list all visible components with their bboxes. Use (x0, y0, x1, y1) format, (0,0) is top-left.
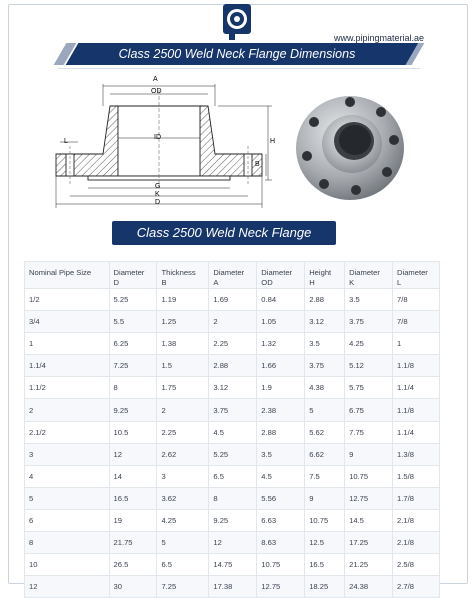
table-cell: 2.88 (305, 289, 345, 311)
table-cell: 4.38 (305, 377, 345, 399)
column-header-symbol: L (397, 278, 402, 287)
drawing-label-l: L (64, 138, 68, 145)
table-cell: 14.5 (345, 509, 393, 531)
table-cell: 1.69 (209, 289, 257, 311)
table-cell: 2.38 (257, 399, 305, 421)
table-cell: 4.5 (257, 465, 305, 487)
column-header (209, 262, 257, 289)
table-row (25, 355, 440, 377)
table-cell: 5.25 (209, 443, 257, 465)
table-cell: 1.66 (257, 355, 305, 377)
column-header (305, 262, 345, 289)
table-cell: 8.63 (257, 532, 305, 554)
drawing-label-h: H (270, 138, 276, 145)
column-header (109, 262, 157, 289)
dimensions-table (24, 261, 440, 598)
table-cell: 5.12 (345, 355, 393, 377)
table-row (25, 576, 440, 598)
table-cell: 6.5 (209, 465, 257, 487)
table-cell: 7/8 (393, 311, 440, 333)
table-row (25, 532, 440, 554)
table-cell: 1.9 (257, 377, 305, 399)
drawing-label-g: G (155, 183, 161, 190)
column-header (393, 262, 440, 289)
column-header-symbol: D (113, 278, 120, 287)
table-cell: 17.38 (209, 576, 257, 598)
table-cell: 5.56 (257, 487, 305, 509)
table-cell: 12.75 (345, 487, 393, 509)
column-header-label: Diameter (213, 268, 245, 277)
table-row (25, 487, 440, 509)
table-cell: 5.5 (109, 311, 157, 333)
table-cell: 16.5 (109, 487, 157, 509)
table-cell: 2.1/8 (393, 532, 440, 554)
table-row (25, 333, 440, 355)
table-cell: 6.75 (345, 399, 393, 421)
table-cell: 10 (25, 554, 110, 576)
table-cell: 1 (393, 333, 440, 355)
table-cell: 21.25 (345, 554, 393, 576)
table-cell: 21.75 (109, 532, 157, 554)
table-cell: 10.75 (257, 554, 305, 576)
table-cell: 5 (25, 487, 110, 509)
table-cell: 4.5 (209, 421, 257, 443)
table-cell: 1.75 (157, 377, 209, 399)
column-header-symbol: OD (261, 278, 273, 287)
table-cell: 9 (305, 487, 345, 509)
column-header-label: Diameter (349, 268, 380, 277)
table-cell: 14 (109, 465, 157, 487)
column-header-symbol: H (309, 278, 315, 287)
table-row (25, 443, 440, 465)
table-row (25, 377, 440, 399)
table-cell: 3.5 (257, 443, 305, 465)
table-cell: 1.5 (157, 355, 209, 377)
table-cell: 8 (109, 377, 157, 399)
table-cell: 1.1/4 (393, 377, 440, 399)
column-header-label: Nominal Pipe Size (29, 268, 92, 277)
table-cell: 1.1/8 (393, 399, 440, 421)
table-row (25, 554, 440, 576)
table-cell: 2 (25, 399, 110, 421)
table-cell: 1.7/8 (393, 487, 440, 509)
table-cell: 2 (209, 311, 257, 333)
table-cell: 2.88 (209, 355, 257, 377)
table-row (25, 465, 440, 487)
table-cell: 3 (157, 465, 209, 487)
table-cell: 12 (25, 576, 110, 598)
column-header (157, 262, 209, 289)
table-cell: 2.25 (209, 333, 257, 355)
table-cell: 10.75 (345, 465, 393, 487)
table-cell: 2.5/8 (393, 554, 440, 576)
table-row (25, 289, 440, 311)
table-cell: 2.88 (257, 421, 305, 443)
table-cell: 10.75 (305, 509, 345, 531)
product-subtitle: Class 2500 Weld Neck Flange (112, 221, 336, 245)
table-cell: 1.05 (257, 311, 305, 333)
table-cell: 6.5 (157, 554, 209, 576)
table-cell: 1.38 (157, 333, 209, 355)
column-header-label: Diameter (261, 268, 293, 277)
column-header-label: Height (309, 268, 332, 277)
table-cell: 6 (25, 509, 110, 531)
column-header-symbol: B (161, 278, 167, 287)
page-title: Class 2500 Weld Neck Flange Dimensions (118, 47, 356, 61)
table-cell: 3.5 (345, 289, 393, 311)
table-cell: 8 (209, 487, 257, 509)
table-cell: 5.75 (345, 377, 393, 399)
table-cell: 9.25 (209, 509, 257, 531)
column-header-symbol: A (213, 278, 219, 287)
table-cell: 3.75 (305, 355, 345, 377)
table-row (25, 421, 440, 443)
table-cell: 7.75 (345, 421, 393, 443)
table-cell: 16.5 (305, 554, 345, 576)
table-cell: 2.1/2 (25, 421, 110, 443)
table-cell: 18.25 (305, 576, 345, 598)
table-cell: 26.5 (109, 554, 157, 576)
table-cell: 2 (157, 399, 209, 421)
table-cell: 5 (305, 399, 345, 421)
table-cell: 7.25 (109, 355, 157, 377)
table-header-row (25, 262, 440, 289)
table-cell: 7.25 (157, 576, 209, 598)
table-cell: 3.5 (305, 333, 345, 355)
drawing-label-od: OD (151, 88, 162, 95)
table-cell: 5 (157, 532, 209, 554)
table-cell: 3.12 (209, 377, 257, 399)
table-cell: 4.25 (345, 333, 393, 355)
table-cell: 8 (25, 532, 110, 554)
table-cell: 7.5 (305, 465, 345, 487)
table-cell: 1.25 (157, 311, 209, 333)
piping-material-logo-icon (219, 2, 255, 42)
column-header-label: Diameter (113, 268, 145, 277)
table-cell: 9.25 (109, 399, 157, 421)
table-cell: 4.25 (157, 509, 209, 531)
table-cell: 12 (109, 443, 157, 465)
column-header (257, 262, 305, 289)
table-cell: 3.75 (209, 399, 257, 421)
table-cell: 4 (25, 465, 110, 487)
drawing-label-a: A (153, 76, 158, 83)
table-cell: 3.12 (305, 311, 345, 333)
table-cell: 1.1/4 (393, 421, 440, 443)
table-cell: 2.7/8 (393, 576, 440, 598)
table-cell: 1.32 (257, 333, 305, 355)
table-cell: 3/4 (25, 311, 110, 333)
table-cell: 1.19 (157, 289, 209, 311)
table-cell: 1.1/4 (25, 355, 110, 377)
table-cell: 1.1/8 (393, 355, 440, 377)
table-cell: 1.1/2 (25, 377, 110, 399)
column-header (25, 262, 110, 289)
table-cell: 14.75 (209, 554, 257, 576)
drawing-label-b: B (255, 161, 260, 168)
table-cell: 10.5 (109, 421, 157, 443)
table-cell: 6.25 (109, 333, 157, 355)
table-cell: 3.75 (345, 311, 393, 333)
table-cell: 12.5 (305, 532, 345, 554)
table-cell: 17.25 (345, 532, 393, 554)
drawing-label-d: D (155, 199, 161, 206)
table-cell: 2.1/8 (393, 509, 440, 531)
table-cell: 2.25 (157, 421, 209, 443)
table-cell: 1.5/8 (393, 465, 440, 487)
table-cell: 3.62 (157, 487, 209, 509)
column-header-label: Thickness (161, 268, 196, 277)
table-cell: 9 (345, 443, 393, 465)
table-cell: 2.62 (157, 443, 209, 465)
table-cell: 1.3/8 (393, 443, 440, 465)
table-cell: 1 (25, 333, 110, 355)
column-header-label: Diameter (397, 268, 428, 277)
table-cell: 24.38 (345, 576, 393, 598)
column-header-symbol: K (349, 278, 355, 287)
table-row (25, 311, 440, 333)
table-cell: 12.75 (257, 576, 305, 598)
table-cell: 7/8 (393, 289, 440, 311)
table-cell: 3 (25, 443, 110, 465)
drawing-label-id: ID (154, 134, 161, 141)
table-cell: 0.84 (257, 289, 305, 311)
table-cell: 1/2 (25, 289, 110, 311)
table-cell: 6.62 (305, 443, 345, 465)
column-header (345, 262, 393, 289)
table-cell: 5.25 (109, 289, 157, 311)
site-url[interactable]: www.pipingmaterial.ae (333, 33, 424, 43)
table-row (25, 399, 440, 421)
table-row (25, 509, 440, 531)
table-cell: 12 (209, 532, 257, 554)
table-cell: 6.63 (257, 509, 305, 531)
table-cell: 5.62 (305, 421, 345, 443)
title-divider (58, 68, 420, 69)
flange-photo (294, 90, 406, 202)
table-cell: 30 (109, 576, 157, 598)
table-cell: 19 (109, 509, 157, 531)
drawing-label-k: K (155, 191, 160, 198)
